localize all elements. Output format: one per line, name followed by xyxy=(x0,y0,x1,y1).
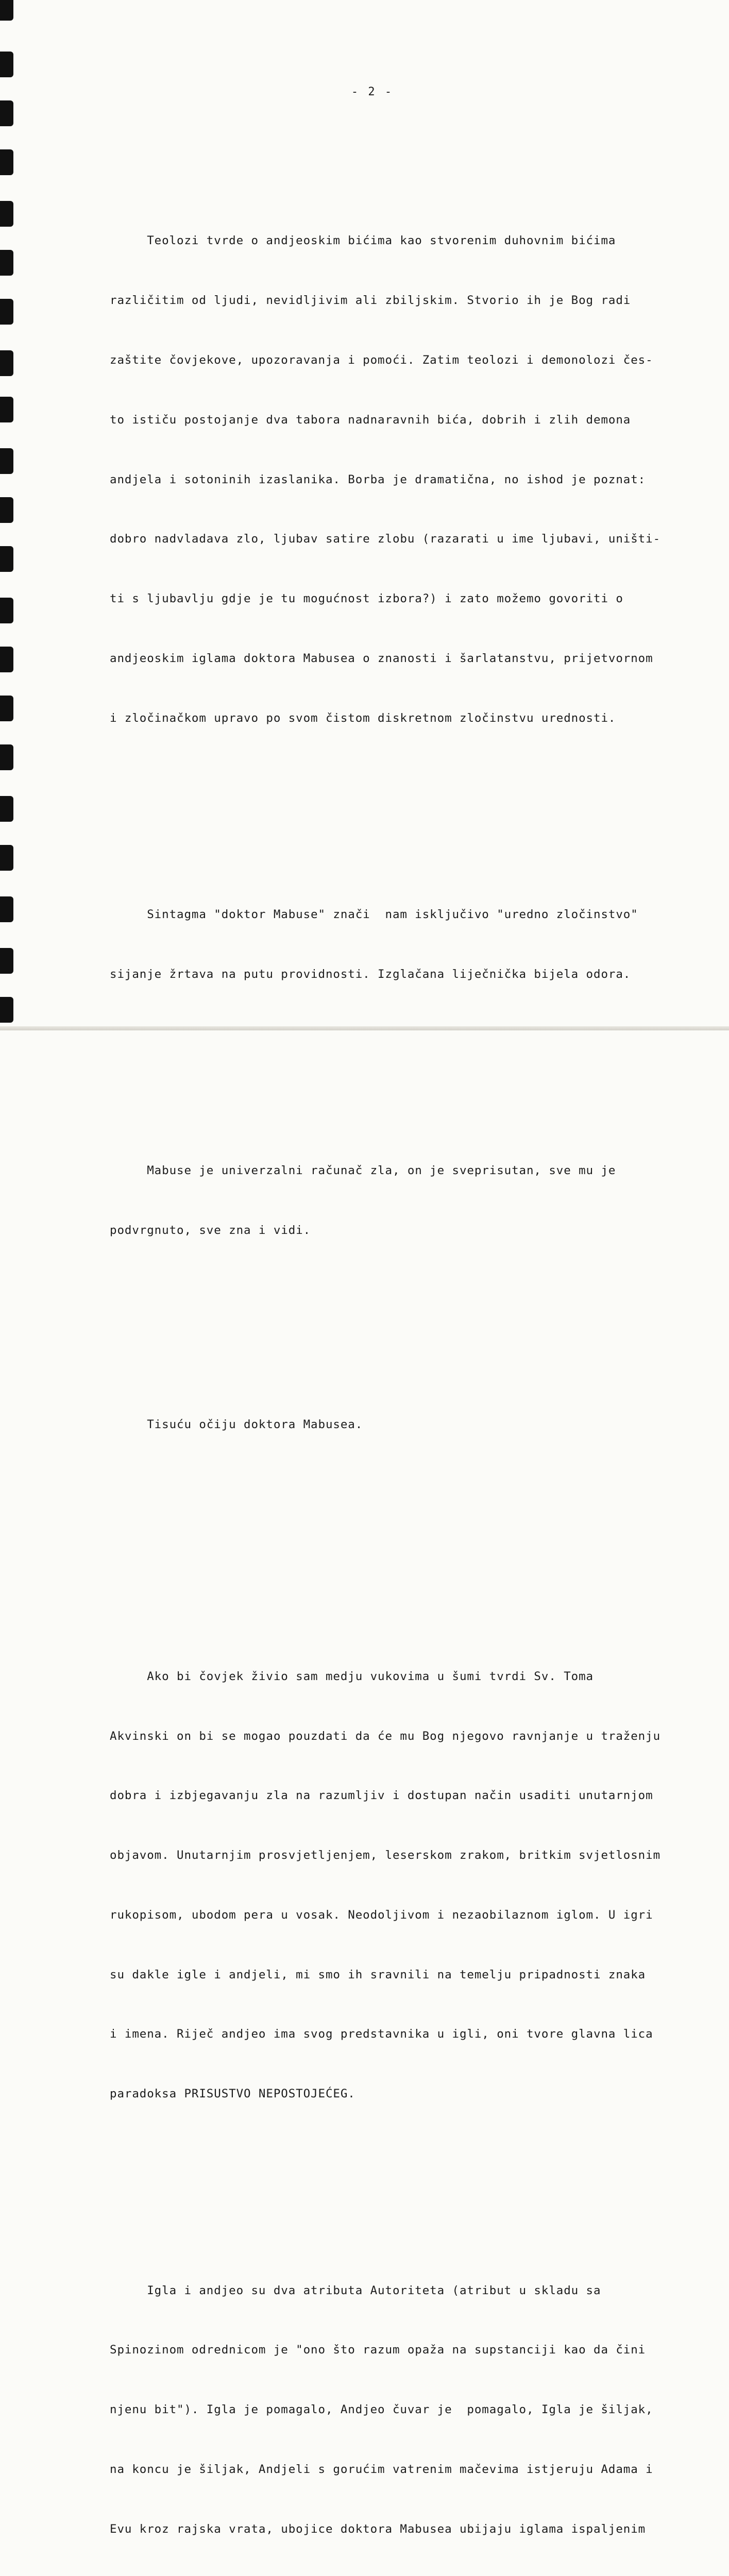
page-bottom-edge xyxy=(0,1026,729,1030)
binding-hole xyxy=(0,497,13,523)
text-line: zaštite čovjekove, upozoravanja i pomoći. Zatim teolozi i demonolozi čes- xyxy=(110,353,653,367)
binding-hole xyxy=(0,299,13,325)
text-line: dobra i izbjegavanju zla na razumljiv i dostupan način usaditi unutarnjom xyxy=(110,1789,653,1803)
text-line: Mabuse je univerzalni računač zla, on je sveprisutan, sve mu je xyxy=(110,1164,616,1178)
binding-hole xyxy=(0,250,13,276)
text-line: Akvinski on bi se mogao pouzdati da će mu Bog njegovo ravnjanje u traženju xyxy=(110,1729,661,1743)
binding-hole xyxy=(0,796,13,822)
text-line: rukopisom, ubodom pera u vosak. Neodoljivom i nezaobilaznom iglom. U igri xyxy=(110,1908,653,1922)
paragraph xyxy=(110,865,666,1024)
text-line: na koncu je šiljak, Andjeli s gorućim vatrenim mačevima istjeruju Adama i xyxy=(110,2462,653,2476)
binding-hole xyxy=(0,448,13,474)
paragraph-gap xyxy=(110,808,666,825)
page-number-text: - 2 - xyxy=(351,86,394,98)
binding-hole xyxy=(0,0,13,21)
spiral-binding xyxy=(0,0,21,1030)
text-line: Tisuću očiju doktora Mabusea. xyxy=(110,1418,363,1432)
binding-hole xyxy=(0,896,13,922)
page-number xyxy=(0,86,729,98)
text-line: i zločinačkom upravo po svom čistom diskretnom zločinstvu urednosti. xyxy=(110,711,616,725)
text-line: to ističu postojanje dva tabora nadnaravnih bića, dobrih i zlih demona xyxy=(110,413,631,427)
text-line: i imena. Riječ andjeo ima svog predstavnika u igli, oni tvore glavna lica xyxy=(110,2027,653,2041)
text-line: njenu bit"). Igla je pomagalo, Andjeo čuvar je pomagalo, Igla je šiljak, xyxy=(110,2403,653,2417)
binding-hole xyxy=(0,647,13,672)
binding-hole xyxy=(0,598,13,623)
text-line: objavom. Unutarnjim prosvjetljenjem, leserskom zrakom, britkim svjetlosnim xyxy=(110,1849,661,1862)
text-line: sijanje žrtava na putu providnosti. Izglačana liječnička bijela odora. xyxy=(110,967,631,981)
binding-hole xyxy=(0,744,13,770)
binding-hole xyxy=(0,201,13,227)
text-line: su dakle igle i andjeli, mi smo ih sravnili na temelju pripadnosti znaka xyxy=(110,1968,646,1981)
text-line: podvrgnuto, sve zna i vidi. xyxy=(110,1223,311,1237)
paragraph-gap xyxy=(110,1514,666,1532)
text-line: andjeoskim iglama doktora Mabusea o znanosti i šarlatanstvu, prijetvornom xyxy=(110,651,653,665)
paragraph xyxy=(110,1375,666,1475)
paragraph-gap xyxy=(110,1571,666,1587)
binding-hole xyxy=(0,845,13,871)
text-line: ti s ljubavlju gdje je tu mogućnost izbora?) i zato možemo govoriti o xyxy=(110,592,623,606)
binding-hole xyxy=(0,997,13,1023)
binding-hole xyxy=(0,948,13,974)
binding-hole xyxy=(0,149,13,175)
binding-hole xyxy=(0,397,13,422)
paragraph xyxy=(110,2241,666,2576)
text-line: Evu kroz rajska vrata, ubojice doktora Mabusea ubijaju iglama ispaljenim xyxy=(110,2522,646,2536)
paragraph xyxy=(110,191,666,768)
binding-hole xyxy=(0,100,13,126)
document-body xyxy=(110,151,666,2576)
text-line: Spinozinom odrednicom je "ono što razum opaža na supstanciji kao da čini xyxy=(110,2343,646,2357)
paragraph xyxy=(110,1121,666,1280)
binding-hole xyxy=(0,546,13,572)
text-line: Igla i andjeo su dva atributa Autoriteta (atribut u skladu sa xyxy=(110,2283,601,2297)
text-line: paradoksa PRISUSTVO NEPOSTOJEĆEG. xyxy=(110,2087,355,2101)
text-line: Sintagma "doktor Mabuse" znači nam isključivo "uredno zločinstvo" xyxy=(110,907,638,921)
text-line: dobro nadvladava zlo, ljubav satire zlobu (razarati u ime ljubavi, uništi- xyxy=(110,532,661,546)
text-line: Teolozi tvrde o andjeoskim bićima kao stvorenim duhovnim bićima xyxy=(110,234,616,248)
text-line: Ako bi čovjek živio sam medju vukovima u šumi tvrdi Sv. Toma xyxy=(110,1669,594,1683)
text-line: različitim od ljudi, nevidljivim ali zbiljskim. Stvorio ih je Bog radi xyxy=(110,294,631,308)
text-line: andjela i sotoninih izaslanika. Borba je dramatična, no ishod je poznat: xyxy=(110,472,646,486)
paragraph xyxy=(110,1627,666,2144)
binding-hole xyxy=(0,696,13,721)
binding-hole xyxy=(0,350,13,376)
paragraph-gap xyxy=(110,1320,666,1335)
binding-hole xyxy=(0,52,13,77)
paragraph-gap xyxy=(110,1064,666,1081)
paragraph-gap xyxy=(110,2183,666,2201)
